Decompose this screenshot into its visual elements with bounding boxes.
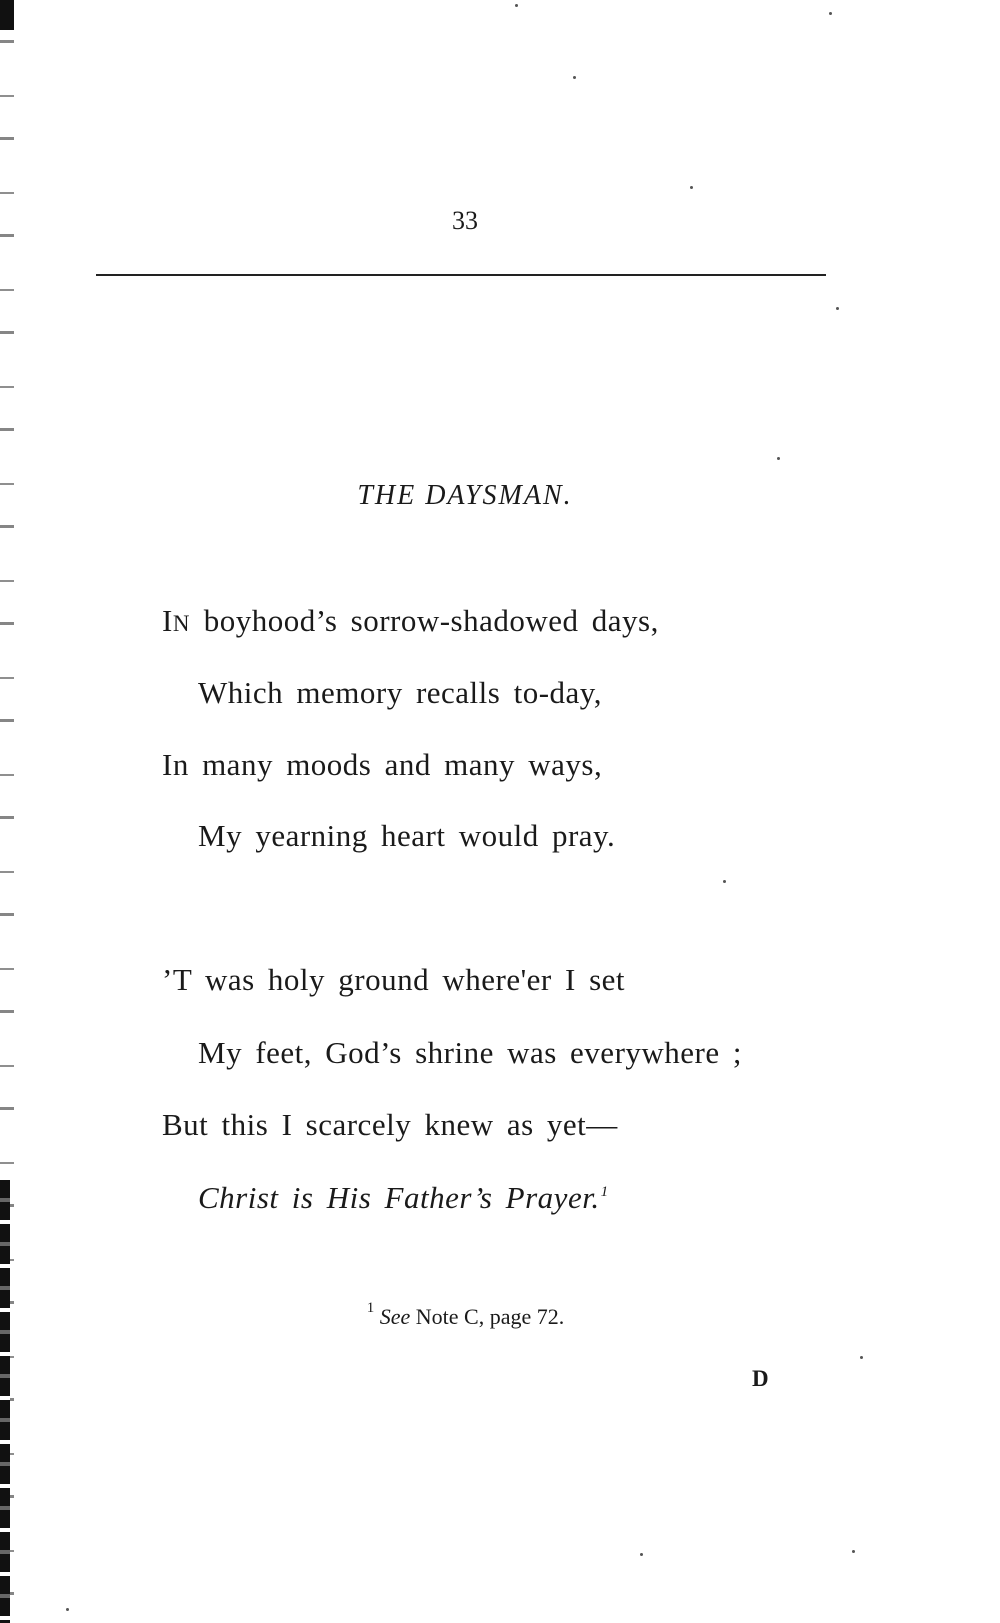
line-text: But this I scarcely knew as yet— [162,1107,618,1142]
footnote-see: See [379,1304,411,1329]
header-rule [96,274,826,276]
poem-line [162,962,625,998]
drop-initial: I [162,603,173,638]
scan-speck [860,1356,863,1359]
scan-speck [690,186,693,189]
footnote-reference: 1 [600,1184,609,1200]
poem-line [198,818,615,854]
poem-line [162,1107,618,1143]
scan-speck [515,4,518,7]
page-number: 33 [452,206,478,235]
poem-line [198,1180,609,1216]
poem-title: THE DAYSMAN. [357,480,573,511]
scan-speck [852,1550,855,1553]
scan-speck [640,1553,643,1556]
scan-speck [777,457,780,460]
footnote [0,1300,930,1330]
scan-speck [829,12,832,15]
line-text: Christ is His Father’s Prayer. [198,1180,600,1215]
scan-speck [573,76,576,79]
line-text: ’T was holy ground where'er I set [162,962,626,997]
footnote-text: Note C, page 72. [410,1304,565,1329]
scan-speck [66,1608,69,1611]
line-text: Which memory recalls to-day, [198,675,603,710]
footnote-mark: 1 [366,1300,375,1316]
poem-line [162,603,659,639]
poem-line [198,675,602,711]
line-text: My feet, God’s shrine was everywhere ; [198,1035,742,1070]
binding-shadow-top [0,0,14,30]
small-cap-letter: N [172,611,191,636]
line-text: In many moods and many ways, [162,747,603,782]
signature-mark: D [752,1366,769,1391]
binding-shadow-bottom [0,1180,10,1623]
line-text: My yearning heart would pray. [198,818,616,853]
poem-line [198,1035,742,1071]
scan-speck [836,307,839,310]
line-text: boyhood’s sorrow-shadowed days, [190,603,659,638]
scan-speck [723,880,726,883]
poem-line [162,747,602,783]
